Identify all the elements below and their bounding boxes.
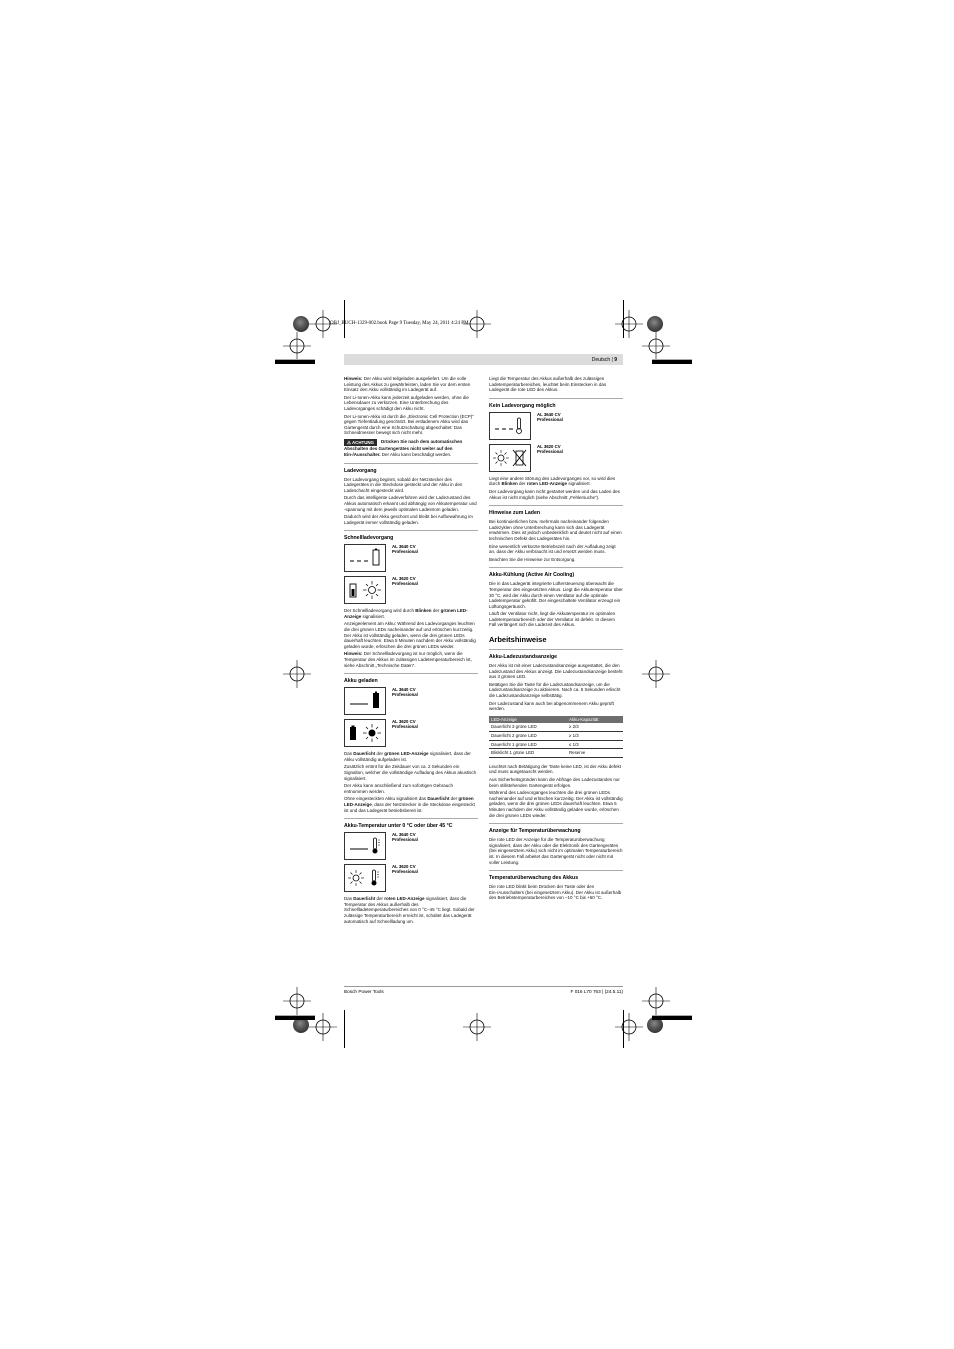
trim-line: [652, 359, 692, 364]
table-row: Dauerlicht 3 grüne LED ≥ 2/3: [489, 723, 623, 731]
heading-akku-geladen: Akku geladen: [344, 673, 478, 684]
trim-line: [344, 300, 345, 338]
figure-geladen-3620: AL 3620 CV Professional: [344, 719, 478, 747]
figure-kein-laden-3620: AL 3620 CV Professional: [489, 444, 623, 472]
registration-mark-left-bottom: [283, 987, 311, 1015]
heading-akku-temperatur: Akku-Temperatur unter 0 °C oder über 45 °C: [344, 818, 478, 829]
column-header: LED-Anzeige: [489, 716, 567, 724]
registration-mark-bottom-center: [463, 1013, 491, 1041]
footer-brand: Bosch Power Tools: [344, 989, 384, 994]
figure-temperatur-3620: AL 3620 CV Professional: [344, 864, 478, 892]
led-capacity-table: [489, 716, 623, 758]
section-label: Deutsch: [591, 357, 611, 363]
left-column: Hinweis: Der Akku wird teilgeladen ausgeliefert. Um die volle Leistung des Akkus zu gewährleisten, laden Sie vor dem ersten Einsatz den Akku vollständig im Ladegerät auf. Der Li-Ionen-Akku kann jederzeit aufgeladen werden, ohne die Lebensdauer zu verkürzen. Eine Unterbrechung des Ladevorganges schädigt den Akku nicht. Der Li-Ionen-Akku ist durch die „Electronic Cell Protection (ECP)“ gegen Tiefentladung geschützt. Bei entladenem Akku wird das Gartengerät durch eine Schutzschaltung abgeschaltet: Das Schneidmesser bewegt sich nicht mehr. ⚠ ACHTUNG Drücken Sie nach dem automatischen Abschalten des Gartengerätes nicht weiter auf den Ein-/Ausschalter. Der Akku kann beschädigt werden. Ladevorgang Der Ladevorgang beginnt, sobald der Netzstecker des Ladegerätes in die Steckdose gesteckt und der Akku in den Ladeschacht eingesteckt wird. Durch das intelligente Ladeverfahren wird der Ladezustand des Akkus automatisch erkannt und abhängig von Akkutemperatur und -spannung mit dem jeweils optimalen Ladestrom geladen. Dadurch wird der Akku geschont und bleibt bei Aufbewahrung im Ladegerät immer vollständig geladen. Schnellladevorgang AL 3640 CV Professional AL 3620 CV Professional Der Schnellladevorgang wird durch Blinken der grünen LED-Anzeige signalisiert. Anzeigeelement am Akku: Während des Ladevorganges leuchten die drei grünen LEDs nacheinander auf und erlöschen kurzzeitig. Der Akku ist vollständig geladen, wenn die drei grünen LEDs dauerhaft leuchten. Etwa 5 Minuten nachdem der Akku vollständig geladen wurde, erlöschen die drei grünen LEDs wieder. Hinweis: Der Schnellladevorgang ist nur möglich, wenn die Temperatur des Akkus im zulässigen Ladetemperaturbereich ist, siehe Abschnitt „Technische Daten“. Akku geladen AL 3640 CV Professional AL 3620 CV Professional Das Dauerlicht der grünen LED-Anzeige signalisiert, dass der Akku vollständig aufgeladen ist. Zusätzlich ertönt für die Zeitdauer von ca. 2 Sekunden ein Signalton, welcher die vollständige Aufladung des Akkus akustisch signalisiert. Der Akku kann anschließend zum sofortigen Gebrauch entnommen werden. Ohne eingesteckten Akku signalisiert das Dauerlicht der grünen LED-Anzeige, dass der Netzstecker in die Steckdose eingesteckt ist und das Ladegerät betriebsbereit ist. Akku-Temperatur unter 0 °C oder über 45 °C AL 3640 CV Professional AL 3620 CV Professional Das Dauerlicht der roten LED-Anzeige signalisiert, dass die Temperatur des Akkus außerhalb des Schnellladetemperaturbereiches von 0 °C–45 °C liegt. Sobald der zulässige Temperaturbereich erreicht ist, schaltet das Ladegerät automatisch auf Schnellladung um.: [344, 376, 477, 924]
heading-temperaturueberwachung-akku: Temperaturüberwachung des Akkus: [489, 870, 623, 881]
registration-mark-bottom-right: [615, 1013, 643, 1041]
warning-triangle-icon: ⚠: [347, 439, 351, 445]
heading-hinweise-laden: Hinweise zum Laden: [489, 505, 623, 516]
registration-mark-right-bottom: [642, 987, 670, 1015]
heading-arbeitshinweise: Arbeitshinweise: [489, 635, 547, 645]
trim-line: [344, 1010, 345, 1048]
heading-kein-ladevorgang: Kein Ladevorgang möglich: [489, 398, 623, 409]
figure-temperatur-3640: AL 3640 CV Professional: [344, 832, 478, 860]
table-row: Dauerlicht 1 grüne LED ≤ 1/3: [489, 740, 623, 749]
trim-line: [275, 359, 315, 364]
registration-mark-left-top: [283, 332, 311, 360]
column-header: Akku-Kapazität: [567, 716, 623, 724]
footer-rule: [344, 986, 623, 987]
charger-thermometer-icon: [344, 832, 386, 860]
color-dot-top-right: [647, 316, 663, 332]
right-column: Liegt die Temperatur des Akkus außerhalb des zulässigen Ladetemperaturbereiches, leuchtet beim Einstecken in das Ladegerät die rote LED des Akkus. Kein Ladevorgang möglich AL 3640 CV Professional AL 3620 CV Professional Liegt eine andere Störung des Ladevorganges vor, so wird dies durch Blinken der roten LED-Anzeige signalisiert. Der Ladevorgang kann nicht gestartet werden und das Laden des Akkus ist nicht möglich (siehe Abschnitt „Fehlersuche“). Hinweise zum Laden Bei kontinuierlichen bzw. mehrmals nacheinander folgenden Ladezyklen ohne Unterbrechung kann sich das Ladegerät erwärmen. Dies ist jedoch unbedenklich und deutet nicht auf einen technischen Defekt des Ladegerätes hin. Eine wesentlich verkürzte Betriebszeit nach der Aufladung zeigt an, dass der Akku verbraucht ist und ersetzt werden muss. Beachten Sie die Hinweise zur Entsorgung. Akku-Kühlung (Active Air Cooling) Die in das Ladegerät integrierte Lüftersteuerung überwacht die Temperatur des eingesetzten Akkus. Liegt die Akkutemperatur über 30 °C, wird der Akku durch einen Ventilator auf die optimale Ladetemperatur gekühlt. Der eingeschaltete Ventilator erzeugt ein Lüftungsgeräusch. Läuft der Ventilator nicht, liegt die Akkutemperatur im optimalen Ladetemperaturbereich oder der Ventilator ist defekt. In diesem Fall verlängert sich die Ladezeit des Akkus. Arbeitshinweise Akku-Ladezustandsanzeige Der Akku ist mit einer Ladezustandsanzeige ausgestattet, die den Ladezustand des Akkus anzeigt. Die Ladezustandsanzeige besteht aus 3 grünen LED. Betätigen Sie die Taste für die Ladezustandsanzeige, um die Ladezustandsanzeige zu aktivieren. Nach ca. 5 Sekunden erlischt die Ladezustandsanzeige selbsttätig. Der Ladezustand kann auch bei abgenommenem Akku geprüft werden. LED-Anzeige Akku-Kapazität Dauerlicht 3 grüne LED ≥ 2/3 Dauerlicht 2 grüne LED ≥ 1/3 Dauerlicht 1 grüne LED ≤ 1/3 Blinklicht 1 grüne LED Reserve Leuchtet nach Betätigung der Taste keine LED, ist der Akku defekt und muss ausgetauscht werden. Aus Sicherheitsgründen kann die Abfrage des Ladezustandes nur beim stillstehenden Gartengerät erfolgen. Während des Ladevorganges leuchten die drei grünen LEDs nacheinander auf und erlöschen kurzzeitig. Der Akku ist vollständig geladen, wenn die drei grünen LEDs dauerhaft leuchten. Etwa 5 Minuten nachdem der Akku vollständig geladen wurde, erlöschen die drei grünen LEDs wieder. Anzeige für Temperaturüberwachung Die rote LED der Anzeige für die Temperaturüberwachung signalisiert, dass der Akku oder die Elektronik des Gartengerätes (bei eingesetztem Akku) sich nicht im optimalen Temperaturbereich ist. In diesem Fall arbeitet das Gartengerät nicht oder nicht mit voller Leistung. Temperaturüberwachung des Akkus Die rote LED blinkt beim Drücken der Taste oder des Ein-/Ausschalters (bei eingesetztem Akku). Der Akku ist außerhalb des Betriebstemperaturbereiches von –10 °C bis +60 °C.: [489, 376, 623, 901]
charger-error-icon: [489, 412, 531, 440]
battery-crossed-icon: [489, 444, 531, 472]
battery-full-led-icon: [344, 719, 386, 747]
heading-akku-kuehlung: Akku-Kühlung (Active Air Cooling): [489, 567, 623, 578]
page-number: 9: [614, 357, 617, 363]
heading-temperaturanzeige: Anzeige für Temperaturüberwachung: [489, 823, 623, 834]
color-dot-top-left: [293, 316, 309, 332]
registration-mark-top-right: [615, 310, 643, 338]
registration-mark-left-middle: [283, 660, 311, 688]
heading-ladevorgang: Ladevorgang: [344, 463, 478, 474]
table-header-row: [489, 716, 623, 724]
heading-ladezustandsanzeige: Akku-Ladezustandsanzeige: [489, 649, 623, 660]
trim-line: [652, 1015, 692, 1020]
trim-line: [623, 1010, 624, 1048]
figure-schnellladen-3640: AL 3640 CV Professional: [344, 544, 478, 572]
figure-geladen-3640: AL 3640 CV Professional: [344, 687, 478, 715]
right-intro: Liegt die Temperatur des Akkus außerhalb des zulässigen Ladetemperaturbereiches, leuchtet beim Einstecken in das Ladegerät die rote LED des Akkus.: [489, 376, 607, 393]
figure-kein-laden-3640: AL 3640 CV Professional: [489, 412, 623, 440]
liion-paragraph-2: Der Li-Ionen-Akku ist durch die „Electronic Cell Protection (ECP)“ gegen Tiefentladung geschützt. Bei entladenem Akku wird das Gartengerät durch eine Schutzschaltung abgeschaltet: Das Schneidmesser bewegt sich nicht mehr.: [344, 413, 474, 436]
registration-mark-right-top: [642, 332, 670, 360]
heading-schnellladevorgang: Schnellladevorgang: [344, 530, 478, 541]
hinweis-intro: Hinweis: Der Akku wird teilgeladen ausgeliefert. Um die volle Leistung des Akkus zu gewährleisten, laden Sie vor dem ersten Einsatz den Akku vollständig im Ladegerät auf.: [344, 376, 471, 393]
liion-paragraph-1: Der Li-Ionen-Akku kann jederzeit aufgeladen werden, ohne die Lebensdauer zu verkürzen. Eine Unterbrechung des Ladevorganges schädigt den Akku nicht.: [344, 394, 469, 411]
trim-line: [275, 1015, 315, 1020]
registration-mark-right-middle: [642, 660, 670, 688]
warning-block: ⚠ ACHTUNG Drücken Sie nach dem automatischen Abschalten des Gartengerätes nicht weiter auf den Ein-/Ausschalter. Der Akku kann beschädigt werden.: [344, 438, 463, 457]
page-header: Deutsch | 9: [344, 354, 623, 365]
led-thermometer-icon: [344, 864, 386, 892]
battery-blinking-led-icon: [344, 576, 386, 604]
table-row: Blinklicht 1 grüne LED Reserve: [489, 749, 623, 758]
footer-doc-id: F 016 L70 763 | (24.5.11): [570, 989, 623, 994]
charger-steady-led-icon: [344, 687, 386, 715]
figure-schnellladen-3620: AL 3620 CV Professional: [344, 576, 478, 604]
table-row: Dauerlicht 2 grüne LED ≥ 1/3: [489, 732, 623, 741]
warning-badge: ⚠ ACHTUNG: [344, 439, 377, 446]
trim-line: [623, 300, 624, 338]
print-header: OBJ_BUCH-1329-002.book Page 9 Tuesday, May 24, 2011 4:24 PM: [330, 321, 469, 326]
charger-flashing-led-icon: [344, 544, 386, 572]
